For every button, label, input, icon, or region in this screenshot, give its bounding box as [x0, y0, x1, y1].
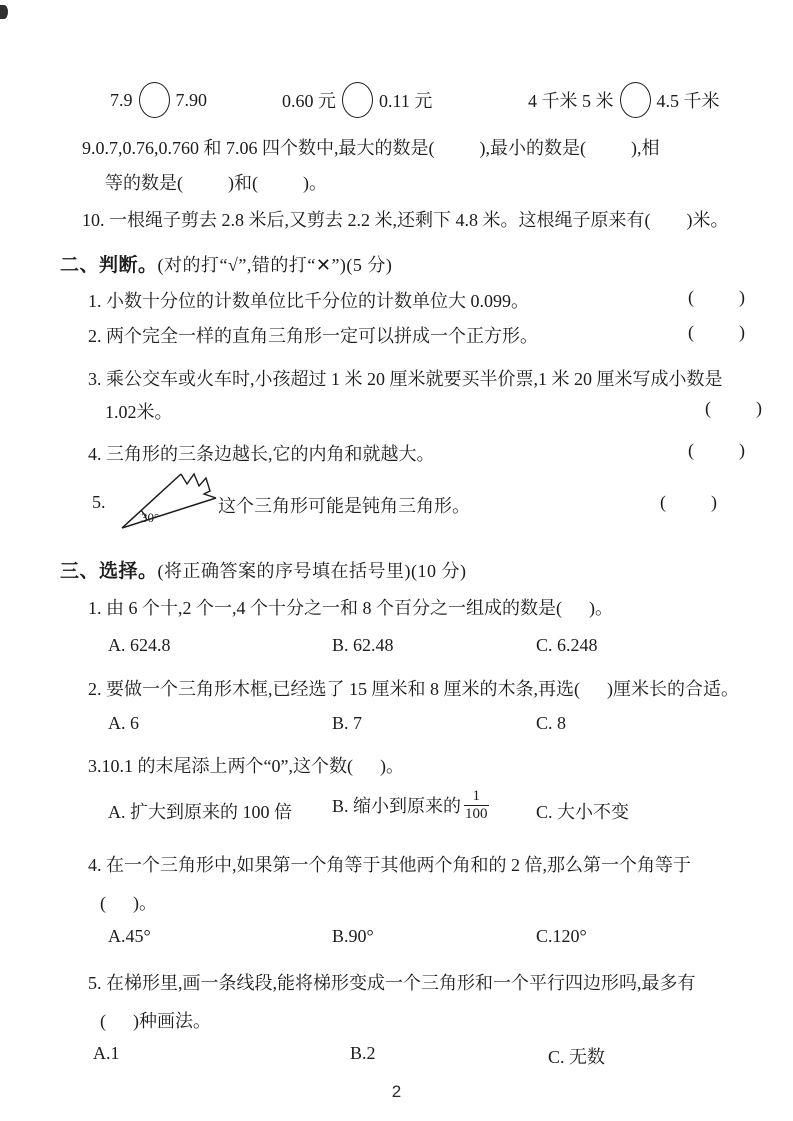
choice-question-3: 3.10.1 的末尾添上两个“0”,这个数( )。 — [88, 756, 404, 776]
judge-question-5 — [60, 468, 733, 534]
option-b: B. 62.48 — [332, 635, 394, 655]
comparison-row — [60, 82, 733, 122]
fraction-denominator: 100 — [465, 806, 488, 823]
option-b-text: B. 缩小到原来的 — [332, 795, 462, 816]
choice-question-4-line2: ( )。 — [100, 893, 157, 913]
comparison-left-value: 0.60 元 — [282, 91, 336, 111]
comparison-left-value: 4 千米 5 米 — [528, 91, 614, 111]
answer-bracket: ( ) — [688, 440, 746, 460]
option-c: C. 6.248 — [536, 635, 598, 655]
judge-section-header — [60, 250, 733, 277]
judge-question-text: 2. 两个完全一样的直角三角形一定可以拼成一个正方形。 — [88, 326, 538, 346]
judge-question-text: 1. 小数十分位的计数单位比千分位的计数单位大 0.099。 — [88, 291, 529, 311]
option-a: A. 6 — [108, 713, 139, 733]
question-9-line1: 9.0.7,0.76,0.760 和 7.06 四个数中,最大的数是( ),最小的数是( ),相 — [82, 138, 660, 158]
question-9-line2: 等的数是( )和( )。 — [105, 173, 327, 193]
option-a: A. 扩大到原来的 100 倍 — [108, 802, 292, 822]
choice-question-2: 2. 要做一个三角形木框,已经选了 15 厘米和 8 厘米的木条,再选( )厘米长的合适。 — [88, 679, 739, 699]
comparison-answer-circle — [620, 82, 651, 118]
choice-question-5-line2: ( )种画法。 — [100, 1011, 211, 1031]
option-a: A.45° — [108, 926, 151, 946]
choice-section-header — [60, 556, 733, 583]
judge-question-4 — [60, 440, 761, 466]
choice-question-1-options — [60, 635, 733, 661]
angle-label: 30° — [141, 510, 160, 525]
judge-question-text: 这个三角形可能是钝角三角形。 — [218, 496, 470, 516]
option-b: B.90° — [332, 926, 374, 946]
comparison-right-value: 4.5 千米 — [656, 91, 720, 111]
choice-section-note: (将正确答案的序号填在括号里)(10 分) — [157, 561, 467, 581]
judge-question-3-line1: 3. 乘公交车或火车时,小孩超过 1 米 20 厘米就要买半价票,1 米 20 厘米写成小数是 — [88, 369, 723, 389]
judge-section-note: (对的打“√”,错的打“✕”)(5 分) — [157, 255, 393, 275]
answer-bracket: ( ) — [688, 287, 746, 307]
comparison-left-value: 7.9 — [110, 89, 133, 110]
choice-question-2-options — [60, 713, 733, 739]
comparison-answer-circle — [139, 82, 170, 118]
judge-question-2 — [60, 322, 761, 348]
option-c: C. 8 — [536, 713, 567, 733]
choice-question-1: 1. 由 6 个十,2 个一,4 个十分之一和 8 个百分之一组成的数是( )。 — [88, 598, 613, 618]
answer-bracket: ( ) — [705, 398, 763, 418]
comparison-right-value: 0.11 元 — [379, 91, 433, 111]
choice-section-title: 三、选择。 — [60, 561, 158, 582]
choice-question-4-options — [60, 926, 733, 952]
choice-question-5-options — [60, 1043, 733, 1069]
option-b: B.2 — [350, 1043, 376, 1063]
option-a: A. 624.8 — [108, 635, 171, 655]
fraction-1-over-100 — [464, 788, 489, 824]
option-a: A.1 — [93, 1043, 120, 1063]
fraction-numerator: 1 — [464, 788, 489, 806]
option-c: C. 无数 — [548, 1047, 606, 1067]
choice-question-5-line1: 5. 在梯形里,画一条线段,能将梯形变成一个三角形和一个平行四边形吗,最多有 — [88, 973, 696, 993]
choice-question-4-line1: 4. 在一个三角形中,如果第一个角等于其他两个角和的 2 倍,那么第一个角等于 — [88, 855, 691, 875]
option-c: C. 大小不变 — [536, 802, 630, 822]
option-b: B. 7 — [332, 713, 363, 733]
comparison-answer-circle — [342, 82, 373, 118]
partial-triangle-figure — [115, 468, 230, 532]
judge-question-1 — [60, 287, 761, 313]
page-number: 2 — [391, 1082, 402, 1101]
comparison-item-1 — [110, 82, 207, 118]
comparison-right-value: 7.90 — [175, 89, 207, 110]
comparison-item-2 — [282, 82, 432, 118]
answer-bracket: ( ) — [660, 492, 718, 512]
choice-question-3-options — [60, 784, 733, 832]
option-b — [332, 790, 489, 826]
comparison-item-3 — [528, 82, 720, 118]
scan-artifact — [0, 5, 8, 19]
judge-question-text: 1.02米。 — [105, 402, 173, 422]
judge-question-number: 5. — [92, 492, 106, 512]
question-10: 10. 一根绳子剪去 2.8 米后,又剪去 2.2 米,还剩下 4.8 米。这根绳子原来有( )米。 — [82, 210, 729, 230]
answer-bracket: ( ) — [688, 322, 746, 342]
judge-question-text: 4. 三角形的三条边越长,它的内角和就越大。 — [88, 444, 435, 464]
judge-question-3-line2 — [60, 398, 778, 424]
option-c: C.120° — [536, 926, 587, 946]
judge-section-title: 二、判断。 — [60, 255, 158, 276]
